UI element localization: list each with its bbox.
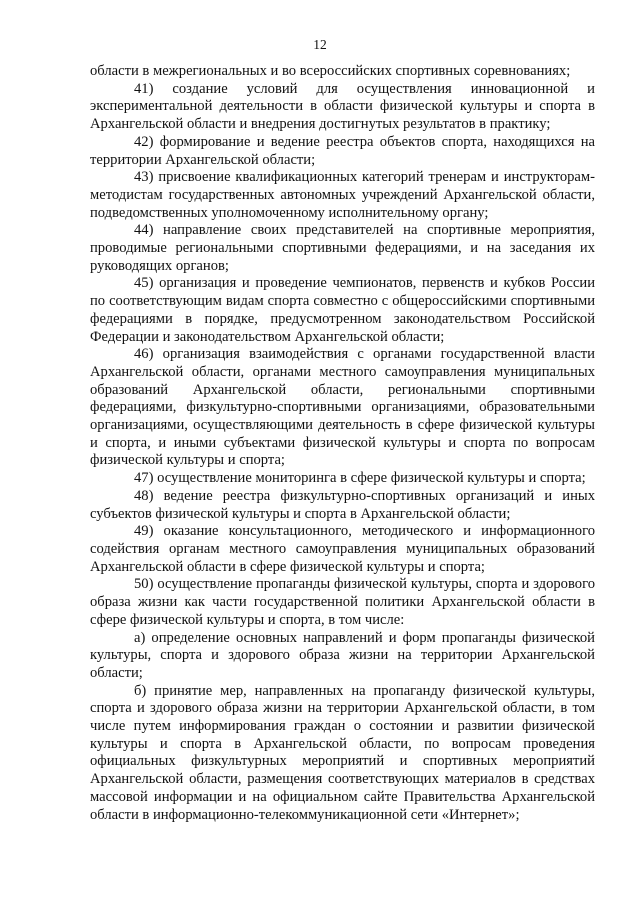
paragraph-item-45: 45) организация и проведение чемпионатов, первенств и кубков России по соответствующим видам спорта совместно с общероссийскими спортивными федерациями в порядке, предусмотренном законодательством Российской Федерации и законодательством Архангельской области; — [90, 275, 595, 345]
paragraph-item-43: 43) присвоение квалификационных категорий тренерам и инструкторам-методистам государственных автономных учреждений Архангельской области, подведомственных уполномоченному исполнительному органу; — [90, 169, 595, 221]
paragraph-item-46: 46) организация взаимодействия с органами государственной власти Архангельской области, органами местного самоуправления муниципальных образований Архангельской области, региональными спортивными федерациями, физкультурно-спортивными организациями, образовательными организациями, осуществляющими деятельность в сфере физической культуры и спорта, и иными субъектами физической культуры и спорта по вопросам физической культуры и спорта; — [90, 346, 595, 469]
paragraph-item-42: 42) формирование и ведение реестра объектов спорта, находящихся на территории Архангельской области; — [90, 133, 595, 168]
paragraph-subitem-a: а) определение основных направлений и форм пропаганды физической культуры, спорта и здорового образа жизни на территории Архангельской области; — [90, 629, 595, 681]
page-number: 12 — [313, 37, 327, 52]
paragraph-item-50: 50) осуществление пропаганды физической культуры, спорта и здорового образа жизни как части государственной политики Архангельской области в сфере физической культуры и спорта, в том числе: — [90, 576, 595, 628]
paragraph-item-48: 48) ведение реестра физкультурно-спортивных организаций и иных субъектов физической культуры и спорта в Архангельской области; — [90, 487, 595, 522]
paragraph-item-49: 49) оказание консультационного, методического и информационного содействия органам местного самоуправления муниципальных образований Архангельской области в сфере физической культуры и спорта; — [90, 523, 595, 575]
paragraph-continuation: области в межрегиональных и во всероссийских спортивных соревнованиях; — [90, 63, 571, 79]
paragraph-item-41: 41) создание условий для осуществления инновационной и экспериментальной деятельности в области физической культуры и спорта в Архангельской области и внедрения достигнутых результатов в практику; — [90, 80, 595, 133]
paragraph-subitem-b: б) принятие мер, направленных на пропаганду физической культуры, спорта и здорового образа жизни на территории Архангельской области, в том числе путем информирования граждан о состоянии и развитии физической культуры и спорта в Архангельской области, по вопросам проведения официальных физкультурных мероприятий и спортивных мероприятий Архангельской области, размещения соответствующих материалов в средствах массовой информации и на официальном сайте Правительства Архангельской области в информационно-телекоммуникационной сети «Интернет»; — [90, 682, 595, 823]
document-body — [90, 63, 595, 824]
paragraph-item-47: 47) осуществление мониторинга в сфере физической культуры и спорта; — [134, 470, 586, 487]
paragraph-item-44: 44) направление своих представителей на спортивные мероприятия, проводимые региональными спортивными федерациями, и на заседания их руководящих органов; — [90, 222, 595, 274]
